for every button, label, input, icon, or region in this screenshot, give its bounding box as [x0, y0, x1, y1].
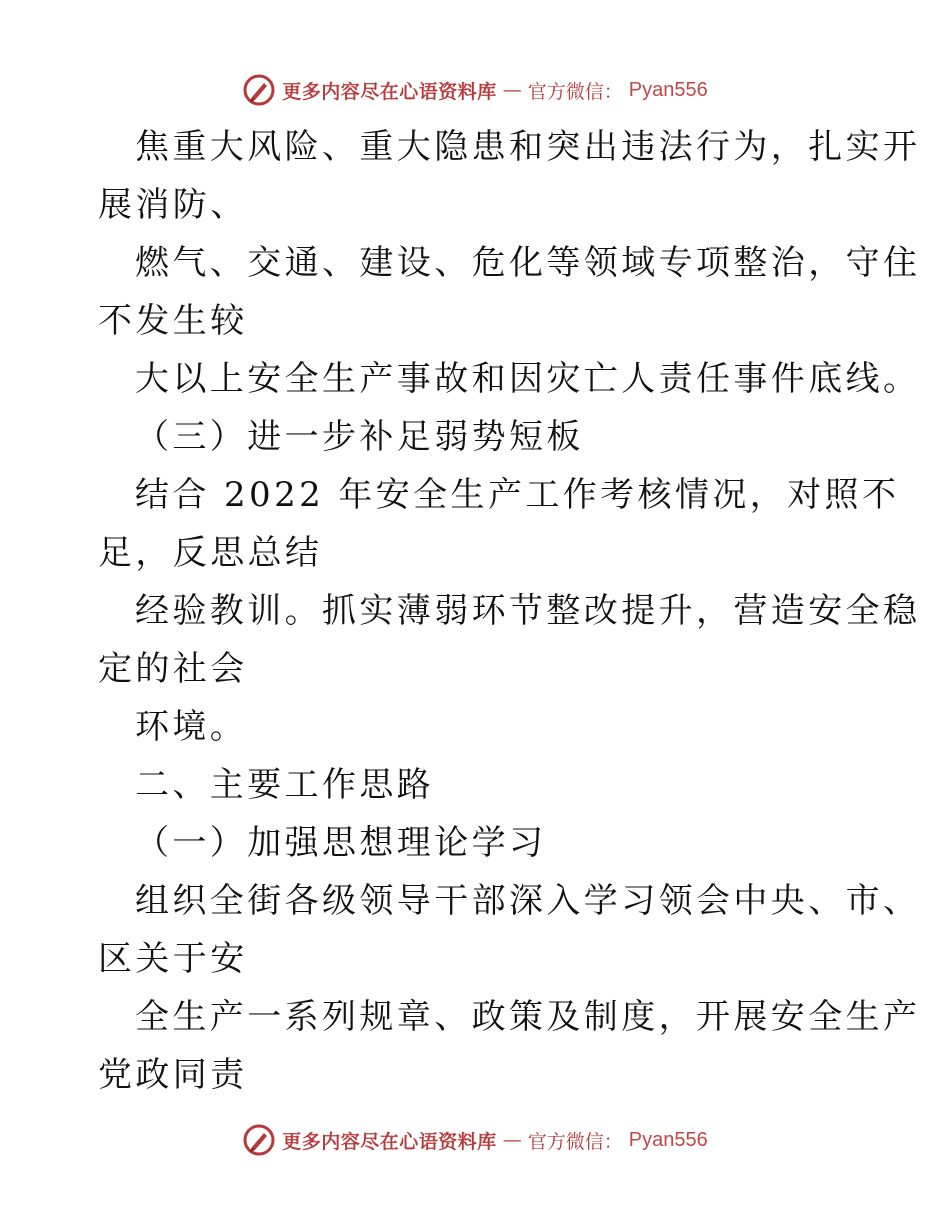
text-line: 燃气、交通、建设、危化等领域专项整治，守住 [135, 243, 921, 283]
pen-logo-icon [242, 1123, 276, 1157]
text-line: 足，反思总结 [98, 533, 323, 573]
footer-banner [0, 1120, 950, 1160]
pen-logo-icon [242, 73, 276, 107]
text-line: 展消防、 [98, 185, 248, 225]
banner-main-text: 更多内容尽在心语资料库 [282, 80, 497, 103]
text-line: 组织全街各级领导干部深入学习领会中央、市、 [135, 881, 921, 921]
text-line: 经验教训。抓实薄弱环节整改提升，营造安全稳 [135, 591, 921, 631]
banner-wechat-label: 官方微信： [527, 1130, 623, 1153]
banner-wechat-id: Pyan556 [628, 78, 708, 101]
banner-wechat-label: 官方微信： [527, 80, 623, 103]
banner-dash: — [502, 1129, 522, 1151]
text-line: 环境。 [135, 707, 248, 747]
section-heading: 二、主要工作思路 [135, 765, 435, 805]
text-line: 党政同责 [98, 1055, 248, 1095]
banner-dash: — [502, 79, 522, 101]
text-line: 定的社会 [98, 649, 248, 689]
text-line: 不发生较 [98, 301, 248, 341]
text-line: 结合 2022 年安全生产工作考核情况，对照不 [135, 475, 900, 515]
text-line: 区关于安 [98, 939, 248, 979]
text-line: 全生产一系列规章、政策及制度，开展安全生产 [135, 997, 921, 1037]
banner-main-text: 更多内容尽在心语资料库 [282, 1130, 497, 1153]
text-line: 焦重大风险、重大隐患和突出违法行为，扎实开 [135, 127, 921, 167]
section-heading: （三）进一步补足弱势短板 [135, 417, 584, 457]
section-heading: （一）加强思想理论学习 [135, 823, 547, 863]
text-line: 大以上安全生产事故和因灾亡人责任事件底线。 [135, 359, 921, 399]
header-banner [0, 70, 950, 110]
banner-wechat-id: Pyan556 [628, 1128, 708, 1151]
